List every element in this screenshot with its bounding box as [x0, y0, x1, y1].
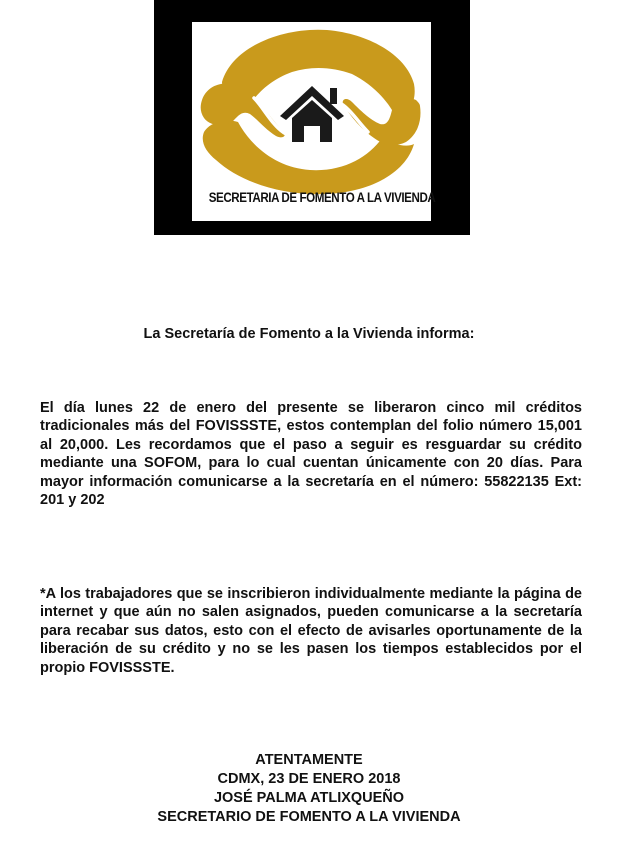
signature-closing: ATENTAMENTE — [255, 752, 363, 768]
right-hand-shape — [343, 98, 421, 145]
logo-text: SECRETARIA DE FOMENTO A LA VIVIENDA — [208, 190, 436, 205]
paragraph-main: El día lunes 22 de enero del presente se liberaron cinco mil créditos tradicionales más del FOVISSSTE, estos contemplan del folio número 15,001 al 20,000. Les recordamos que el paso a seguir es resguardar su crédito mediante una SOFOM, para lo cual cuentan únicamente con 20 días. Para mayor información comunicarse a la secretaría en el número: 55822135 Ext: 201 y 202 — [40, 400, 582, 509]
logo-frame — [154, 0, 470, 235]
signature-title: SECRETARIO DE FOMENTO A LA VIVIENDA — [157, 809, 461, 825]
logo — [192, 22, 436, 221]
house-icon — [280, 86, 344, 142]
signature-name: JOSÉ PALMA ATLIXQUEÑO — [213, 790, 405, 806]
headline: La Secretaría de Fomento a la Vivienda informa: — [143, 326, 475, 342]
paragraph-note: *A los trabajadores que se inscribieron individualmente mediante la página de internet y que aún no salen asignados, pueden comunicarse a la secretaría para recabar sus datos, esto con el efecto de avisarles oportunamente de la liberación de su crédito y no se les pasen los tiempos establecidos por el propio FOVISSSTE. — [40, 586, 582, 676]
signature-block — [0, 751, 618, 827]
signature-date: CDMX, 23 DE ENERO 2018 — [217, 771, 401, 787]
